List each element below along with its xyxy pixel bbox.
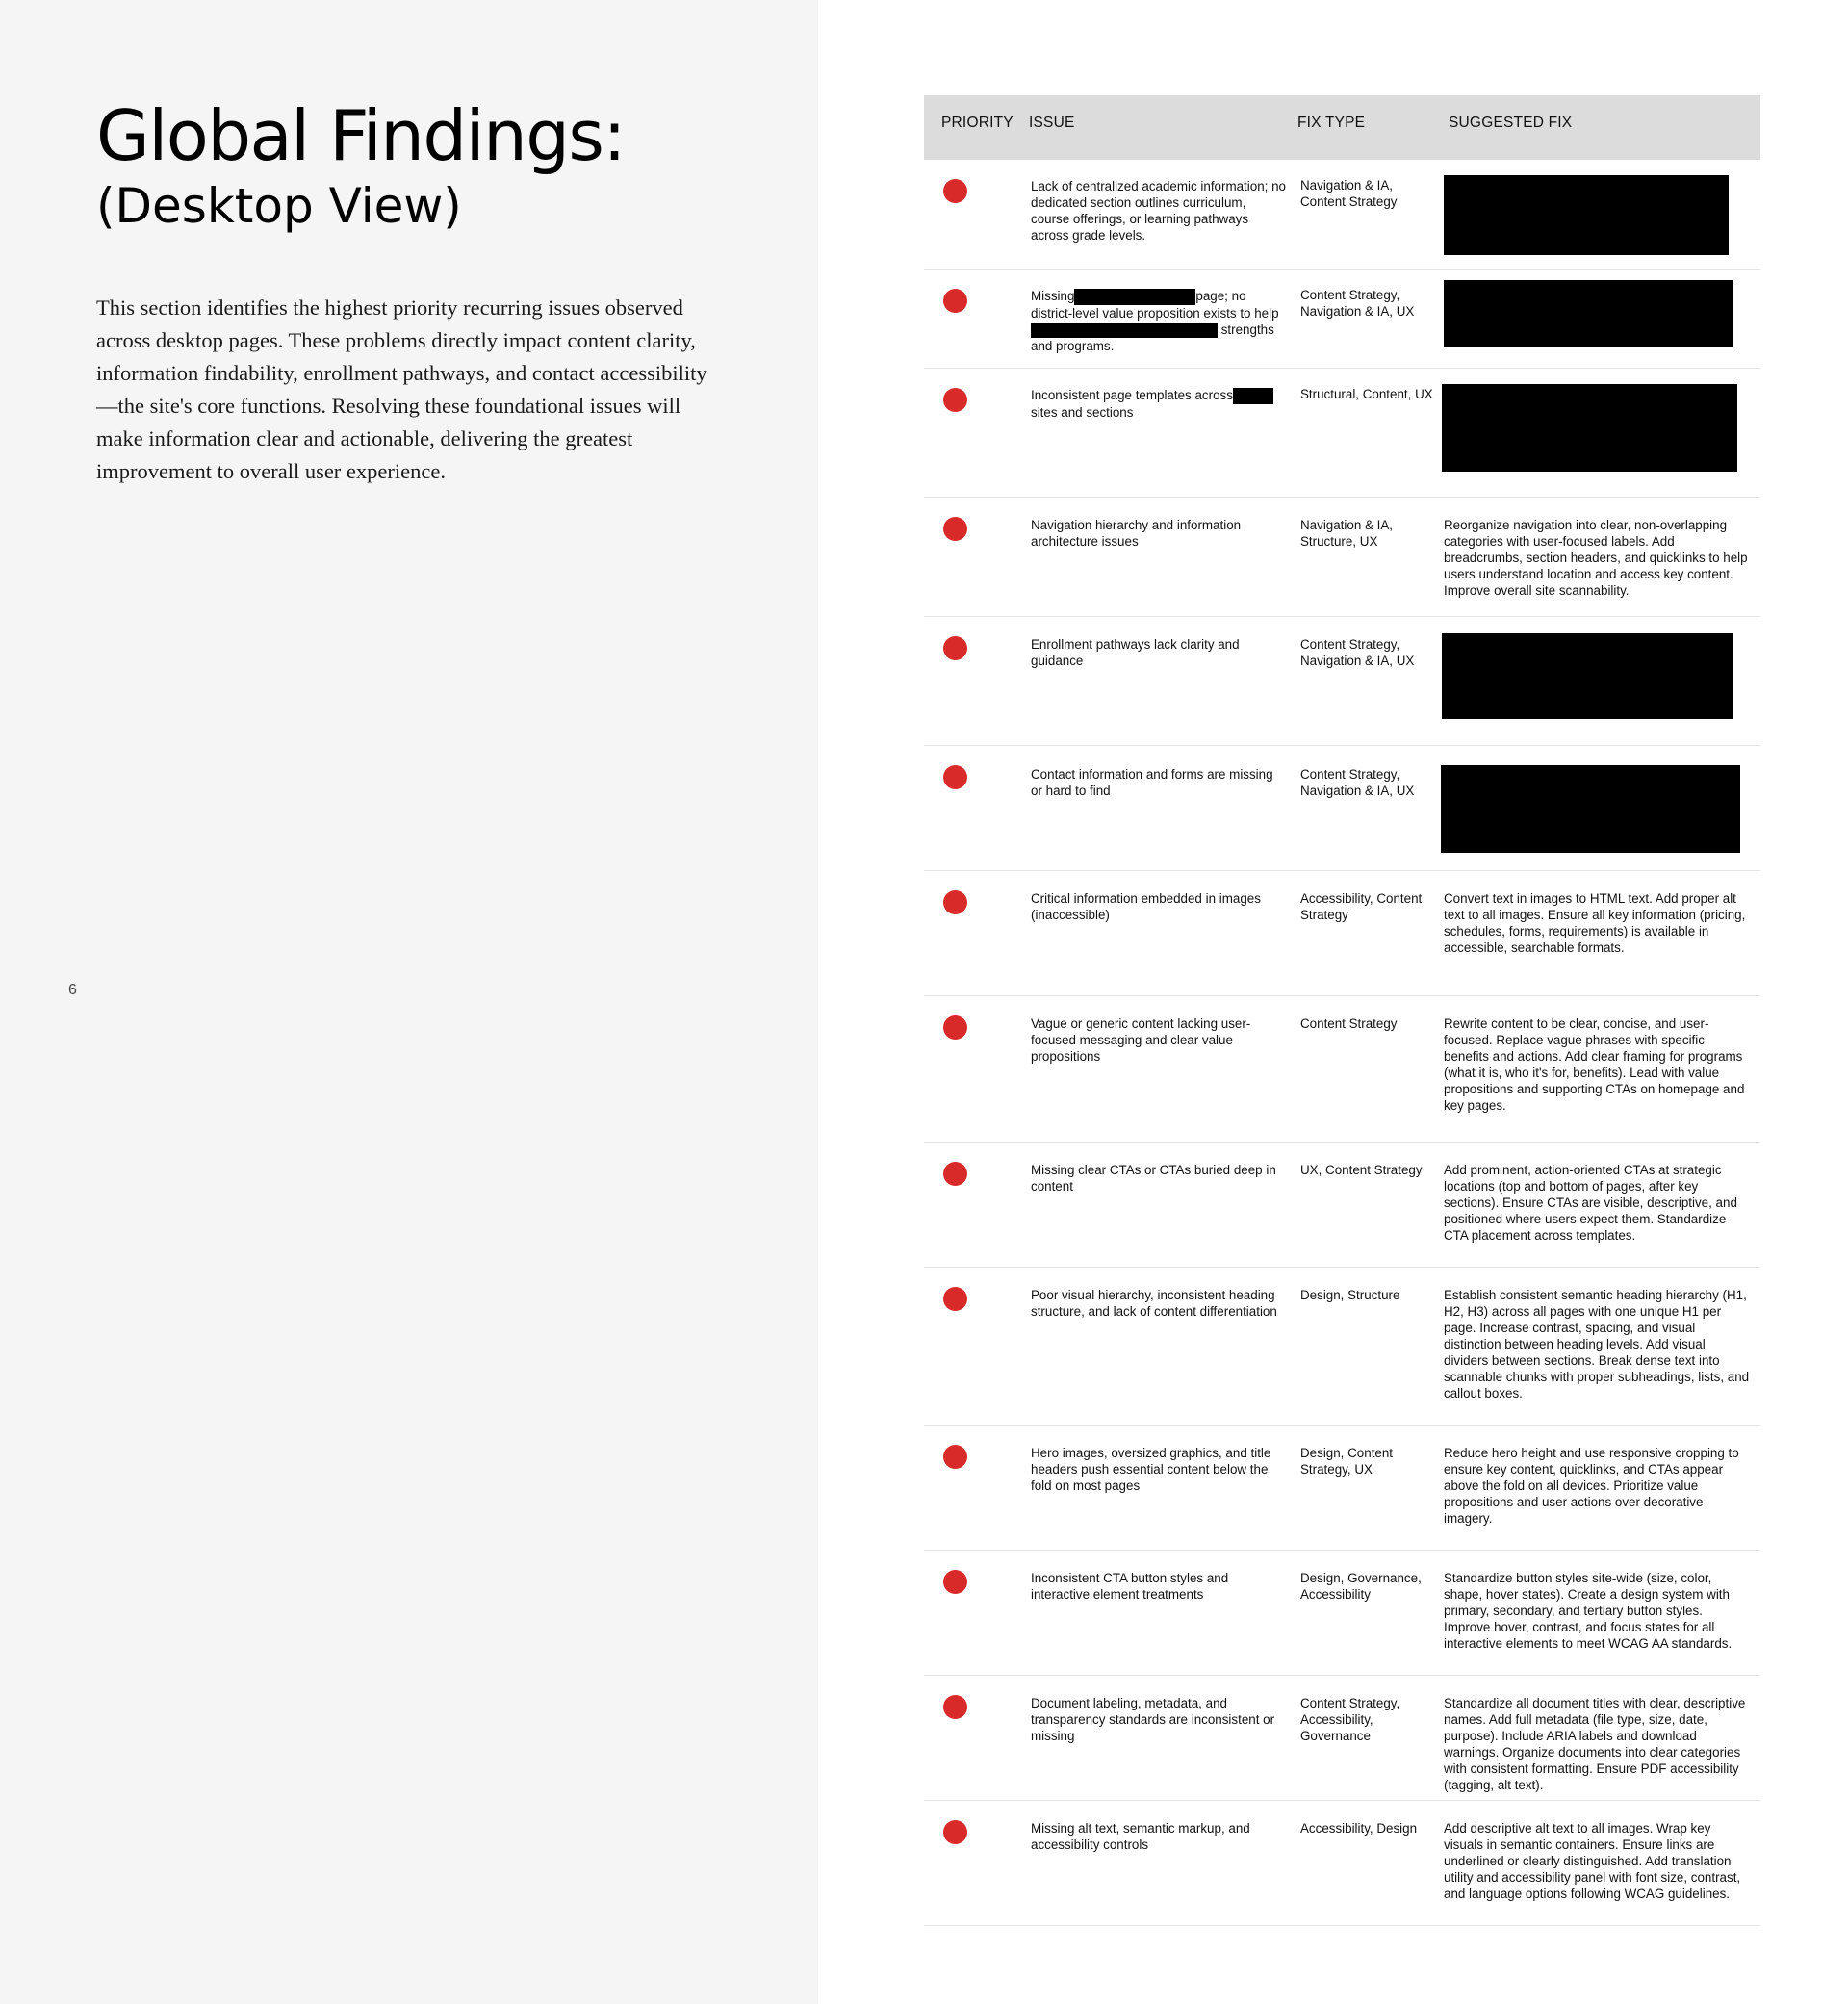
table-row <box>924 1676 1760 1801</box>
issue-cell: Poor visual hierarchy, inconsistent heading structure, and lack of content differentiation <box>1031 1288 1277 1319</box>
priority-dot-icon <box>943 636 967 660</box>
redacted-fix <box>1441 765 1740 853</box>
page-title: Global Findings: <box>96 95 626 176</box>
fix-type-cell: Content Strategy, Accessibility, Governance <box>1300 1696 1400 1743</box>
redacted-fix <box>1442 633 1732 719</box>
redacted-text <box>1233 388 1273 404</box>
fix-type-cell: Accessibility, Design <box>1300 1821 1418 1836</box>
issue-cell: Enrollment pathways lack clarity and guidance <box>1031 637 1240 668</box>
fix-type-cell: Design, Structure <box>1300 1288 1400 1302</box>
fix-type-cell: Navigation & IA, Content Strategy <box>1300 178 1398 209</box>
fix-type-cell: Design, Governance, Accessibility <box>1300 1571 1422 1602</box>
fix-type-cell: Content Strategy, Navigation & IA, UX <box>1300 637 1415 668</box>
table-row <box>924 1551 1760 1676</box>
suggested-fix-cell: Reorganize navigation into clear, non-overlapping categories with user-focused labels. Add breadcrumbs, section headers, and quicklinks to help users understand location and access key content. Improve overall site scannability. <box>1444 518 1748 598</box>
table-row <box>924 1426 1760 1551</box>
priority-dot-icon <box>943 179 967 203</box>
intro-paragraph: This section identifies the highest priority recurring issues observed across desktop pages. These problems directly impact content clarity, information findability, enrollment pathways, and contact accessibility—the site's core functions. Resolving these foundational issues will make information clear and actionable, delivering the greatest improvement to overall user experience. <box>96 295 707 483</box>
issue-cell: Document labeling, metadata, and transparency standards are inconsistent or missing <box>1031 1696 1275 1743</box>
header-suggested-fix: SUGGESTED FIX <box>1449 115 1573 131</box>
priority-dot-icon <box>943 1695 967 1719</box>
page-number: 6 <box>68 982 77 998</box>
issue-text: page; no district-level value proposition exists to help <box>1031 289 1279 321</box>
issue-cell: Hero images, oversized graphics, and title headers push essential content below the fold on most pages <box>1031 1446 1271 1493</box>
priority-dot-icon <box>943 1570 967 1594</box>
fix-type-cell: Navigation & IA, Structure, UX <box>1300 518 1394 549</box>
fix-type-cell: Accessibility, Content Strategy <box>1300 891 1423 922</box>
priority-dot-icon <box>943 388 967 412</box>
table-row <box>924 996 1760 1143</box>
redacted-text <box>1031 323 1218 338</box>
issue-cell: Lack of centralized academic information; no dedicated section outlines curriculum, course offerings, or learning pathways across grade levels. <box>1031 179 1286 243</box>
priority-dot-icon <box>943 1287 967 1311</box>
issue-text: strengths and programs. <box>1031 321 1274 353</box>
issue-cell: Missing alt text, semantic markup, and accessibility controls <box>1031 1821 1250 1852</box>
issue-cell: Missing clear CTAs or CTAs buried deep in content <box>1031 1163 1276 1194</box>
issue-cell: Inconsistent CTA button styles and interactive element treatments <box>1031 1571 1229 1602</box>
redacted-text <box>1074 289 1195 305</box>
priority-dot-icon <box>943 890 967 914</box>
table-row <box>924 1268 1760 1426</box>
fix-type-cell: Structural, Content, UX <box>1300 387 1433 401</box>
issue-text: Missing <box>1031 289 1075 303</box>
issue-cell: Critical information embedded in images (inaccessible) <box>1031 891 1261 922</box>
issue-cell <box>1031 387 1286 421</box>
priority-dot-icon <box>943 1015 967 1040</box>
table-row <box>924 617 1760 746</box>
priority-dot-icon <box>943 517 967 541</box>
suggested-fix-cell: Reduce hero height and use responsive cropping to ensure key content, quicklinks, and CTAs appear above the fold on all devices. Prioritize value propositions and user actions over decorative imagery. <box>1444 1446 1739 1526</box>
left-panel <box>0 0 818 2004</box>
fix-type-cell: Content Strategy <box>1300 1016 1398 1031</box>
suggested-fix-cell: Rewrite content to be clear, concise, and user-focused. Replace vague phrases with specific benefits and actions. Add clear framing for programs (what it is, who it's for, benefits). Lead with value propositions and supporting CTAs on homepage and key pages. <box>1444 1016 1745 1113</box>
redacted-fix <box>1442 384 1737 472</box>
findings-table <box>924 95 1760 1926</box>
table-row <box>924 160 1760 270</box>
table-row <box>924 369 1760 498</box>
suggested-fix-cell: Add prominent, action-oriented CTAs at strategic locations (top and bottom of pages, after key sections). Ensure CTAs are visible, descriptive, and positioned where users expect them. Standardize CTA placement across templates. <box>1444 1163 1737 1243</box>
header-issue: ISSUE <box>1029 115 1075 131</box>
header-priority: PRIORITY <box>941 115 1014 131</box>
issue-cell: Contact information and forms are missing or hard to find <box>1031 767 1273 798</box>
priority-dot-icon <box>943 1162 967 1186</box>
table-row <box>924 1143 1760 1268</box>
priority-dot-icon <box>943 289 967 313</box>
fix-type-cell: Design, Content Strategy, UX <box>1300 1446 1394 1477</box>
table-row <box>924 270 1760 369</box>
priority-dot-icon <box>943 765 967 789</box>
suggested-fix-cell: Establish consistent semantic heading hierarchy (H1, H2, H3) across all pages with one unique H1 per page. Increase contrast, spacing, and visual distinction between heading levels. Add visual dividers between sections. Break dense text into scannable chunks with proper subheadings, lists, and callout boxes. <box>1444 1288 1750 1400</box>
issue-text: sites and sections <box>1031 404 1134 420</box>
table-row <box>924 746 1760 871</box>
table-row <box>924 498 1760 617</box>
fix-type-cell: UX, Content Strategy <box>1300 1163 1423 1177</box>
redacted-fix <box>1444 280 1733 347</box>
table-row <box>924 1801 1760 1926</box>
table-header <box>924 95 1760 160</box>
suggested-fix-cell: Standardize all document titles with clear, descriptive names. Add full metadata (file type, size, date, purpose). Include ARIA labels and download warnings. Organize documents into clear categories with consistent formatting. Ensure PDF accessibility (tagging, alt text). <box>1444 1696 1746 1792</box>
header-fix-type: FIX TYPE <box>1297 115 1366 131</box>
suggested-fix-cell: Convert text in images to HTML text. Add proper alt text to all images. Ensure all key information (pricing, schedules, forms, requirements) is available in accessible, searchable formats. <box>1444 891 1746 955</box>
priority-dot-icon <box>943 1820 967 1844</box>
fix-type-cell: Content Strategy, Navigation & IA, UX <box>1300 767 1415 798</box>
table-row <box>924 871 1760 996</box>
suggested-fix-cell: Add descriptive alt text to all images. Wrap key visuals in semantic containers. Ensure links are underlined or clearly distinguished. Add translation utility and accessibility panel with font size, contrast, and language options following WCAG guidelines. <box>1444 1821 1741 1901</box>
issue-cell <box>1031 288 1286 354</box>
redacted-fix <box>1444 175 1729 255</box>
page-subtitle: (Desktop View) <box>96 178 462 234</box>
priority-dot-icon <box>943 1445 967 1469</box>
issue-text: Inconsistent page templates across <box>1031 388 1233 402</box>
suggested-fix-cell: Standardize button styles site-wide (size, color, shape, hover states). Create a design system with primary, secondary, and tertiary button styles. Improve hover, contrast, and focus states for all interactive elements to meet WCAG AA standards. <box>1444 1571 1732 1651</box>
fix-type-cell: Content Strategy, Navigation & IA, UX <box>1300 288 1415 319</box>
issue-cell: Navigation hierarchy and information architecture issues <box>1031 518 1242 549</box>
issue-cell: Vague or generic content lacking user-focused messaging and clear value propositions <box>1031 1016 1251 1064</box>
